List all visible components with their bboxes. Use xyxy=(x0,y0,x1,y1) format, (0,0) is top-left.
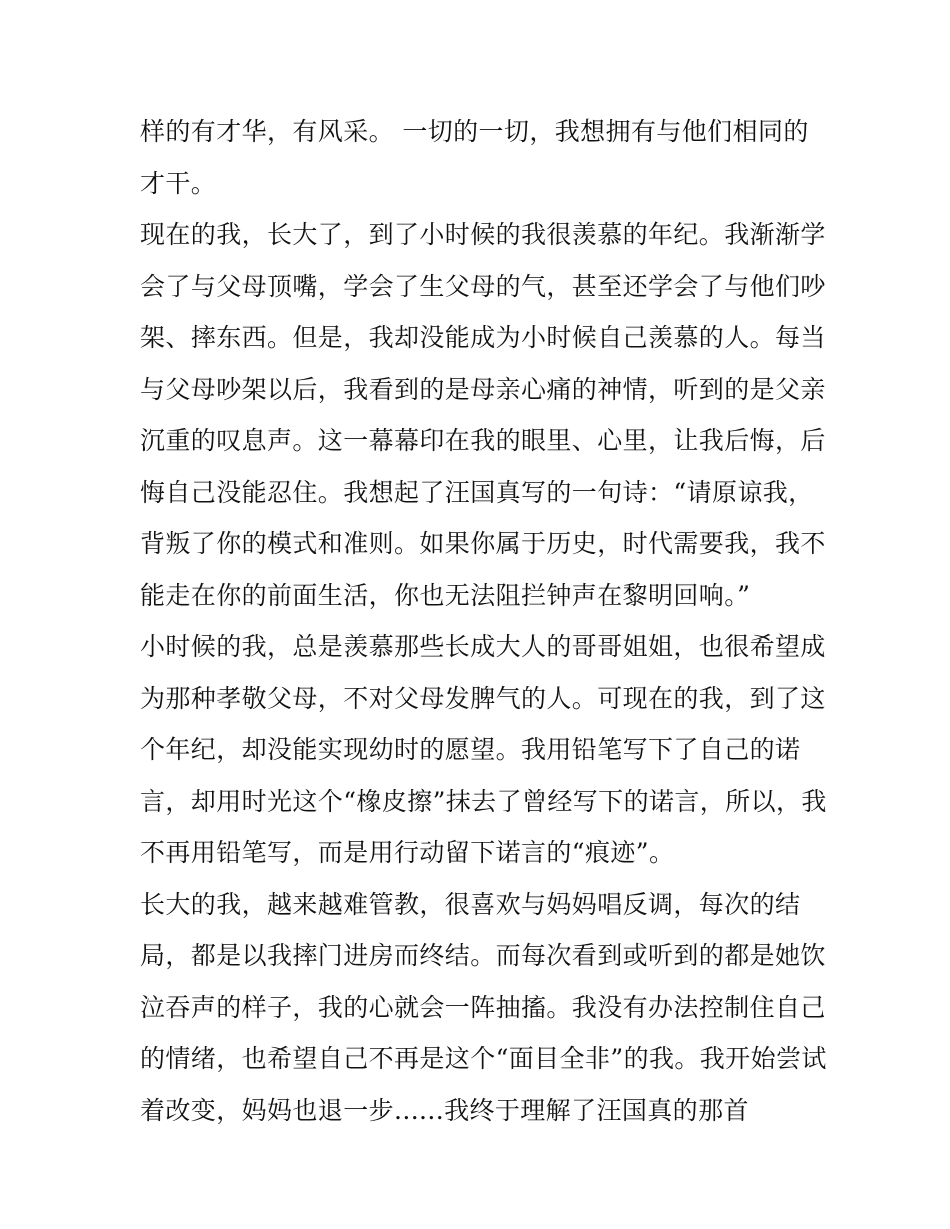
essay-text xyxy=(140,106,827,1136)
text-line: 能走在你的前面生活，你也无法阻拦钟声在黎明回响。” xyxy=(140,580,751,610)
text-line: 才干。 xyxy=(140,168,217,198)
text-line: 局，都是以我摔门进房而终结。而每次看到或听到的都是她饮 xyxy=(140,941,826,970)
text-line: 泣吞声的样子，我的心就会一阵抽搐。我没有办法控制住自己 xyxy=(140,992,826,1022)
text-line: 长大的我，越来越难管教，很喜欢与妈妈唱反调，每次的结 xyxy=(140,889,801,919)
text-line: 为那种孝敬父母，不对父母发脾气的人。可现在的我，到了这 xyxy=(140,683,826,713)
text-line: 言，却用时光这个“橡皮擦”抹去了曾经写下的诺言，所以，我 xyxy=(140,786,827,816)
text-line: 着改变，妈妈也退一步......我终于理解了汪国真的那首 xyxy=(140,1095,749,1125)
text-line: 架、摔东西。但是，我却没能成为小时候自己羡慕的人。每当 xyxy=(140,323,826,352)
text-line: 个年纪，却没能实现幼时的愿望。我用铅笔写下了自己的诺 xyxy=(140,735,801,764)
text-line: 的情绪，也希望自己不再是这个“面目全非”的我。我开始尝试 xyxy=(140,1044,827,1073)
text-line: 现在的我，长大了，到了小时候的我很羡慕的年纪。我渐渐学 xyxy=(140,220,826,249)
text-line: 样的有才华，有风采。 一切的一切，我想拥有与他们相同的 xyxy=(140,117,809,146)
text-line: 会了与父母顶嘴，学会了生父母的气，甚至还学会了与他们吵 xyxy=(140,271,826,301)
text-line: 悔自己没能忍住。我想起了汪国真写的一句诗：“请原谅我， xyxy=(140,477,814,507)
text-line: 不再用铅笔写，而是用行动留下诺言的“痕迹”。 xyxy=(140,838,675,867)
text-line: 背叛了你的模式和准则。如果你属于历史，时代需要我，我不 xyxy=(140,529,826,558)
text-line: 沉重的叹息声。这一幕幕印在我的眼里、心里，让我后悔，后 xyxy=(140,426,826,455)
text-line: 与父母吵架以后，我看到的是母亲心痛的神情，听到的是父亲 xyxy=(140,374,826,404)
text-line: 小时候的我，总是羡慕那些长成大人的哥哥姐姐，也很希望成 xyxy=(140,632,826,661)
